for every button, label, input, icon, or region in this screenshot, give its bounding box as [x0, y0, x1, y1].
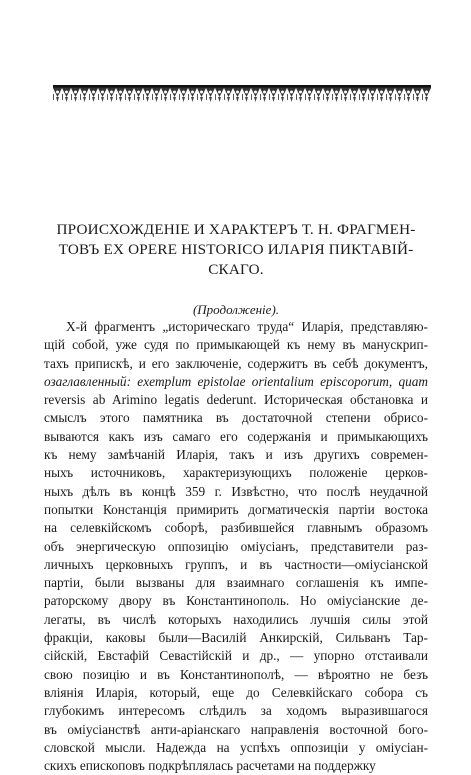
- body-line: тахъ припискѣ, и его заключеніе, содержитъ въ себѣ документъ,: [44, 355, 428, 371]
- body-line: въ омiусіанствѣ анти-аріанскаго направленія восточной бого-: [44, 721, 428, 737]
- body-line: личныхъ церковныхъ группъ, и въ частности—омiусіанской: [44, 556, 428, 572]
- article-body: [44, 318, 428, 775]
- body-line: сійскій, Евстафій Севастійскій и др., — упорно отстаивали: [44, 648, 428, 664]
- body-line: раторскому двору въ Константинополь. Но омiусіанские де-: [44, 593, 428, 609]
- body-line: щій собой, уже судя по примыкающей къ нему въ манускрип-: [44, 337, 428, 353]
- body-line: глубокимъ интересомъ слѣдилъ за ходомъ выразившагося: [44, 703, 428, 719]
- body-line: ныхъ источниковъ, характеризующихъ положеніе церков-: [44, 465, 428, 481]
- body-line: озаглавленный: exemplum epistolae orientalium episcoporum, quam: [44, 373, 428, 389]
- body-line: ныхъ дѣлъ въ концѣ 359 г. Извѣстно, что послѣ неудачной: [44, 483, 428, 499]
- body-line: свою позицію и въ Константинополѣ, — вѣроятно не безъ: [44, 666, 428, 682]
- body-line: reversis ab Arimino legatis dederunt. Историческая обстановка и: [44, 392, 428, 408]
- body-line: словской мысли. Надежда на успѣхъ оппозиціи у омiусіан-: [44, 739, 428, 755]
- body-line: на селевкійскомъ соборѣ, разбившейся главнымъ образомъ: [44, 520, 428, 536]
- body-line: объ энергическую оппозицію омiусіанъ, представители раз-: [44, 538, 428, 554]
- title-line-2: ТОВЪ EX OPERE HISTORICO ИЛАРІЯ ПИКТАВІЙ-: [58, 241, 414, 258]
- body-line: смыслъ этого памятника въ достаточной степени обрисо-: [44, 410, 428, 426]
- body-line: къ нему замѣчаній Иларія, такъ и изъ другихъ современ-: [44, 447, 428, 463]
- body-line: вліянія Иларія, который, еще до Селевкійскаго собора съ: [44, 684, 428, 700]
- body-line: фракціи, каковы были—Василій Анкирскій, Сильванъ Тар-: [44, 630, 428, 646]
- body-line: партіи, были вызваны для взаимнаго соглашенія къ импе-: [44, 575, 428, 591]
- title-line-3: СКАГО.: [208, 261, 264, 278]
- body-line: попытки Констанція примирить догматическія партіи востока: [44, 501, 428, 517]
- article-title: [44, 220, 428, 280]
- body-line: легаты, въ числѣ которыхъ находились лучшія силы этой: [44, 611, 428, 627]
- body-line: скихъ епископовъ подкрѣплялась расчетами на поддержку: [44, 758, 376, 774]
- title-line-1: ПРОИСХОЖДЕНІЕ И ХАРАКТЕРЪ Т. Н. ФРАГМЕН-: [56, 221, 416, 238]
- continuation-subtitle: (Продолженіе).: [192, 302, 280, 317]
- ornamental-header-band: [53, 85, 431, 103]
- body-line: вываются какъ изъ самаго его содержанія и примыкающихъ: [44, 428, 428, 444]
- body-line: X-й фрагментъ „историческаго труда“ Иларія, представляю-: [66, 319, 428, 334]
